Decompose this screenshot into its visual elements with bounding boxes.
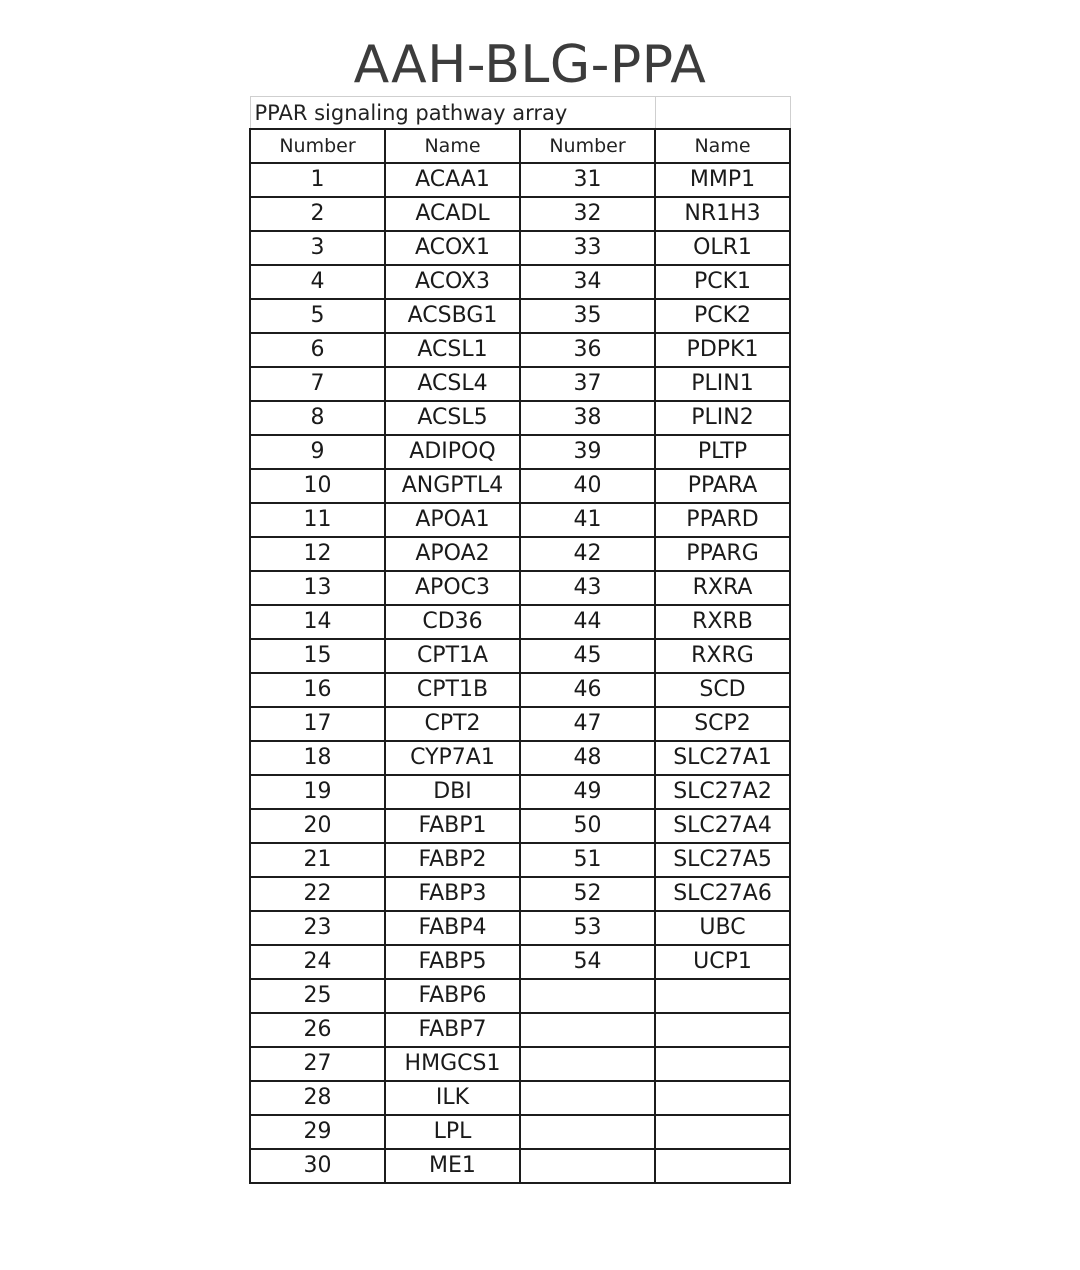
table-row: [250, 537, 790, 571]
gene-name-cell: PCK2: [655, 299, 790, 333]
number-cell: 15: [250, 639, 385, 673]
gene-name-cell: APOA2: [385, 537, 520, 571]
table-row: [250, 1149, 790, 1183]
number-cell: 11: [250, 503, 385, 537]
gene-name-cell: FABP1: [385, 809, 520, 843]
number-cell: 19: [250, 775, 385, 809]
gene-name-cell: APOA1: [385, 503, 520, 537]
table-row: [250, 503, 790, 537]
empty-cell: [655, 97, 790, 130]
number-cell: 4: [250, 265, 385, 299]
table-row: [250, 945, 790, 979]
table-row: [250, 1081, 790, 1115]
gene-name-cell: SCP2: [655, 707, 790, 741]
gene-name-cell: FABP3: [385, 877, 520, 911]
gene-name-cell: [655, 979, 790, 1013]
number-cell: [520, 1081, 655, 1115]
gene-name-cell: ADIPOQ: [385, 435, 520, 469]
number-cell: 45: [520, 639, 655, 673]
gene-name-cell: ACADL: [385, 197, 520, 231]
number-cell: [520, 979, 655, 1013]
table-row: [250, 435, 790, 469]
number-cell: 13: [250, 571, 385, 605]
number-cell: 33: [520, 231, 655, 265]
number-cell: 40: [520, 469, 655, 503]
table-row: [250, 299, 790, 333]
number-cell: 36: [520, 333, 655, 367]
number-cell: 47: [520, 707, 655, 741]
table-row: [250, 265, 790, 299]
gene-name-cell: SCD: [655, 673, 790, 707]
table-row: [250, 401, 790, 435]
number-cell: 35: [520, 299, 655, 333]
gene-name-cell: PLIN2: [655, 401, 790, 435]
table-row: [250, 877, 790, 911]
number-cell: 26: [250, 1013, 385, 1047]
gene-name-cell: PPARD: [655, 503, 790, 537]
table-row: [250, 231, 790, 265]
table-row: [250, 843, 790, 877]
gene-array-table: [249, 96, 791, 1184]
table-row: [250, 197, 790, 231]
gene-name-cell: DBI: [385, 775, 520, 809]
number-cell: 46: [520, 673, 655, 707]
gene-name-cell: OLR1: [655, 231, 790, 265]
gene-name-cell: ACSL1: [385, 333, 520, 367]
gene-name-cell: UCP1: [655, 945, 790, 979]
number-cell: 39: [520, 435, 655, 469]
number-cell: 34: [520, 265, 655, 299]
header-name-2: Name: [655, 129, 790, 163]
number-cell: 49: [520, 775, 655, 809]
number-cell: 7: [250, 367, 385, 401]
number-cell: 1: [250, 163, 385, 197]
table-row: [250, 333, 790, 367]
number-cell: 18: [250, 741, 385, 775]
gene-name-cell: ACSBG1: [385, 299, 520, 333]
number-cell: 28: [250, 1081, 385, 1115]
gene-name-cell: FABP7: [385, 1013, 520, 1047]
number-cell: 12: [250, 537, 385, 571]
number-cell: 17: [250, 707, 385, 741]
table-row: [250, 741, 790, 775]
gene-name-cell: CYP7A1: [385, 741, 520, 775]
header-name-1: Name: [385, 129, 520, 163]
gene-name-cell: FABP4: [385, 911, 520, 945]
gene-name-cell: SLC27A4: [655, 809, 790, 843]
gene-name-cell: [655, 1149, 790, 1183]
number-cell: 5: [250, 299, 385, 333]
page-title: AAH-BLG-PPA: [353, 35, 707, 95]
number-cell: 54: [520, 945, 655, 979]
number-cell: 51: [520, 843, 655, 877]
gene-name-cell: FABP2: [385, 843, 520, 877]
gene-name-cell: [655, 1081, 790, 1115]
table-row: [250, 707, 790, 741]
header-number-1: Number: [250, 129, 385, 163]
gene-name-cell: PLTP: [655, 435, 790, 469]
table-row: [250, 163, 790, 197]
gene-name-cell: RXRB: [655, 605, 790, 639]
gene-name-cell: SLC27A1: [655, 741, 790, 775]
number-cell: 41: [520, 503, 655, 537]
gene-name-cell: CPT1A: [385, 639, 520, 673]
number-cell: 3: [250, 231, 385, 265]
table-row: [250, 367, 790, 401]
header-number-2: Number: [520, 129, 655, 163]
gene-name-cell: CD36: [385, 605, 520, 639]
number-cell: 38: [520, 401, 655, 435]
number-cell: 53: [520, 911, 655, 945]
gene-name-cell: [655, 1115, 790, 1149]
gene-name-cell: SLC27A2: [655, 775, 790, 809]
table-row: [250, 775, 790, 809]
number-cell: 8: [250, 401, 385, 435]
number-cell: 25: [250, 979, 385, 1013]
number-cell: 16: [250, 673, 385, 707]
gene-name-cell: ILK: [385, 1081, 520, 1115]
table-row: [250, 1115, 790, 1149]
gene-name-cell: PPARA: [655, 469, 790, 503]
gene-name-cell: APOC3: [385, 571, 520, 605]
gene-name-cell: [655, 1047, 790, 1081]
gene-name-cell: ME1: [385, 1149, 520, 1183]
number-cell: 24: [250, 945, 385, 979]
number-cell: 52: [520, 877, 655, 911]
gene-name-cell: HMGCS1: [385, 1047, 520, 1081]
number-cell: 32: [520, 197, 655, 231]
gene-name-cell: [655, 1013, 790, 1047]
number-cell: 31: [520, 163, 655, 197]
gene-name-cell: RXRA: [655, 571, 790, 605]
number-cell: 9: [250, 435, 385, 469]
number-cell: [520, 1013, 655, 1047]
table-caption: PPAR signaling pathway array: [250, 97, 655, 130]
table-row: [250, 571, 790, 605]
gene-name-cell: ACOX3: [385, 265, 520, 299]
table-row: [250, 809, 790, 843]
gene-name-cell: CPT1B: [385, 673, 520, 707]
gene-name-cell: ACOX1: [385, 231, 520, 265]
gene-name-cell: PLIN1: [655, 367, 790, 401]
gene-name-cell: SLC27A6: [655, 877, 790, 911]
number-cell: 22: [250, 877, 385, 911]
gene-name-cell: ACSL5: [385, 401, 520, 435]
number-cell: 48: [520, 741, 655, 775]
gene-name-cell: LPL: [385, 1115, 520, 1149]
table-row: [250, 1047, 790, 1081]
gene-name-cell: RXRG: [655, 639, 790, 673]
gene-name-cell: ACAA1: [385, 163, 520, 197]
number-cell: 50: [520, 809, 655, 843]
number-cell: 20: [250, 809, 385, 843]
number-cell: 23: [250, 911, 385, 945]
gene-name-cell: ANGPTL4: [385, 469, 520, 503]
gene-name-cell: ACSL4: [385, 367, 520, 401]
table-row: [250, 605, 790, 639]
table-header-row: [250, 129, 790, 163]
number-cell: 27: [250, 1047, 385, 1081]
table-row: [250, 979, 790, 1013]
number-cell: 43: [520, 571, 655, 605]
table-row: [250, 639, 790, 673]
table-row: [250, 1013, 790, 1047]
number-cell: 2: [250, 197, 385, 231]
number-cell: 30: [250, 1149, 385, 1183]
number-cell: 29: [250, 1115, 385, 1149]
table-caption-row: [250, 97, 790, 130]
number-cell: 37: [520, 367, 655, 401]
table-row: [250, 673, 790, 707]
number-cell: 10: [250, 469, 385, 503]
gene-name-cell: PCK1: [655, 265, 790, 299]
number-cell: [520, 1149, 655, 1183]
gene-name-cell: CPT2: [385, 707, 520, 741]
number-cell: [520, 1115, 655, 1149]
gene-name-cell: MMP1: [655, 163, 790, 197]
number-cell: 6: [250, 333, 385, 367]
gene-name-cell: PPARG: [655, 537, 790, 571]
number-cell: 14: [250, 605, 385, 639]
gene-name-cell: SLC27A5: [655, 843, 790, 877]
number-cell: 42: [520, 537, 655, 571]
gene-name-cell: FABP6: [385, 979, 520, 1013]
number-cell: 44: [520, 605, 655, 639]
number-cell: [520, 1047, 655, 1081]
gene-name-cell: FABP5: [385, 945, 520, 979]
table-row: [250, 911, 790, 945]
gene-name-cell: PDPK1: [655, 333, 790, 367]
number-cell: 21: [250, 843, 385, 877]
table-row: [250, 469, 790, 503]
gene-name-cell: NR1H3: [655, 197, 790, 231]
gene-name-cell: UBC: [655, 911, 790, 945]
